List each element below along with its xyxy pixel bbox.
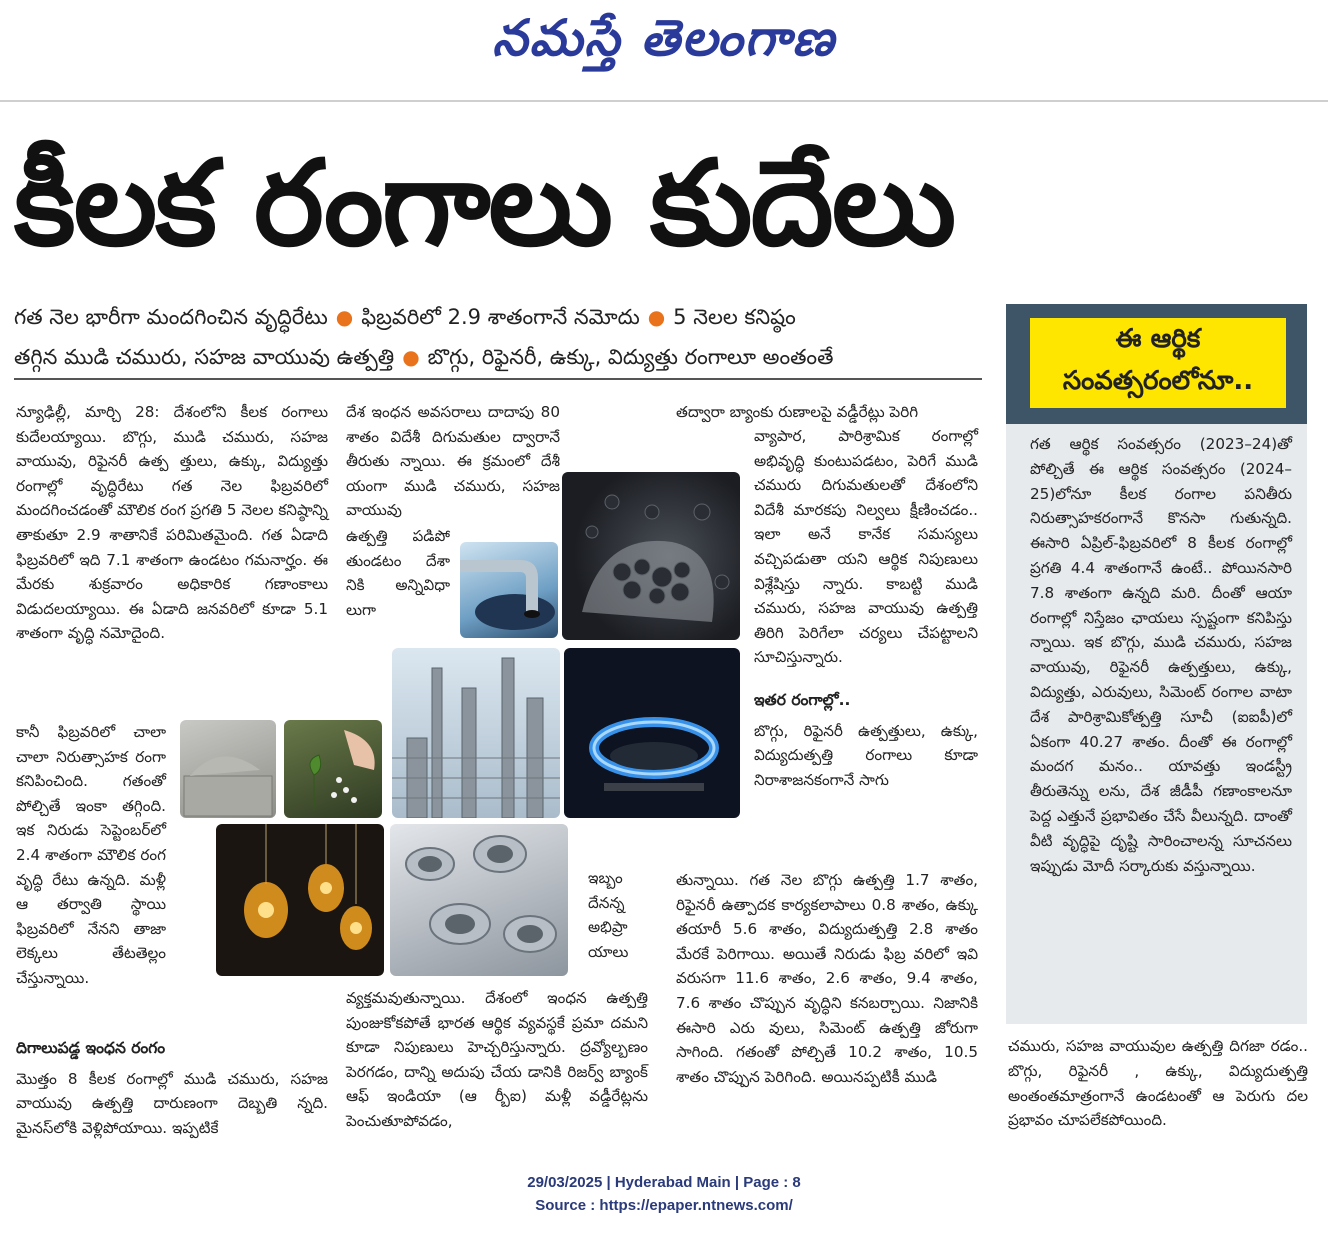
oil-pipe-illustration [460,542,558,638]
deck-item: గత నెల భారీగా మందగించిన వృద్ధిరేటు [14,305,328,329]
coal-photo [562,472,740,640]
subheading: ఇతర రంగాల్లో.. [754,690,851,709]
sidebar-title-line: ఈ ఆర్థిక [1115,324,1201,354]
article-text: తద్వారా బ్యాంకు రుణాలపై వడ్డీరేట్లు పెరిగి [676,403,919,421]
deck-item: తగ్గిన ముడి చమురు, సహజ వాయువు ఉత్పత్తి [14,345,395,369]
bulbs-photo [216,824,384,976]
masthead: నమస్తే తెలంగాణ [492,8,836,67]
deck-rule [14,378,982,380]
fertilizer-photo [284,720,382,818]
footer-date-page: 29/03/2025 | Hyderabad Main | Page : 8 [527,1174,801,1191]
deck-item: ఫిబ్రవరిలో 2.9 శాతంగానే నమోదు [361,305,640,329]
deck-line-1 [14,300,984,334]
deck-line-2 [14,340,984,374]
article-col3-mid [754,424,978,792]
sidebar-body: గత ఆర్థిక సంవత్సరం (2023–24)తో పోల్చితే ఈ ఆర్థిక సంవత్సరం (2024–25)లోనూ కీలక రంగాల పనితీరు నిరుత్సాహకరంగానే కొనసా గుతున్నది. ఈసారి ఏప్రిల్-ఫిబ్రవరిలో 8 కీలక రంగాల్లో ప్రగతి 4.4 శాతంగానే ఉంటే.. పోయినసారి 7.8 శాతంగా ఉన్నది మరి. దీంతో ఆయా రంగాల్లో నిస్తేజం ఛాయలు స్పష్టంగా కనిపిస్తు న్నాయి. ఇక బొగ్గు, ముడి చమురు, సహజ వాయువు, రిఫైనరీ ఉత్పత్తులు, ఉక్కు, విద్యుత్తు, ఎరువులు, సిమెంట్ రంగాల వాటా దేశ పారిశ్రామికోత్పత్తి సూచీ (ఐఐపీ)లో ఏకంగా 40.27 శాతం. దీంతో ఈ రంగాల్లో మందగ మనం.. యావత్తు ఇండస్ట్రీ తీరుతెన్ను లను, దేశ జీడీపీ గణాంకాలనూ పెద్ద ఎత్తునే ప్రభావితం చేసే వీలున్నది. దాంతో వీటి వృద్ధిపై దృష్టి సారించాలన్న సూచనలు ఇప్పుడు మోదీ సర్కారుకు వస్తున్నాయి. [1030,435,1292,875]
article-text: ఇబ్బం దేనన్న అభిప్రా యాలు [588,869,629,961]
bullet-icon: ● [647,305,666,329]
deck-item: 5 నెలల కనిష్ఠం [673,305,796,329]
article-text: వ్యాపార, పారిశ్రామిక రంగాల్లో అభివృద్ధి కుంటుపడటం, పెరిగే ముడి చమురు దిగుమతులతో దేశంలోని విదేశీ మారకపు నిల్వలు క్షీణించడం.. ఇలా అనే కానేక సమస్యలు వచ్చిపడుతా యని ఆర్థిక నిపుణులు విశ్లేషిస్తు న్నారు. కాబట్టి ముడి చమురు, సహజ వాయువు ఉత్పత్తి తిరిగి పెరిగేలా చర్యలు చేపట్టాలని సూచిస్తున్నారు. [754,427,978,667]
gas-flame-illustration [564,648,740,818]
footer-source: Source : https://epaper.ntnews.com/ [535,1197,793,1214]
article-col3-top [676,400,978,425]
article-col1-narrow [16,720,166,991]
fertilizer-illustration [284,720,382,818]
article-text: బొగ్గు, రిఫైనరీ ఉత్పత్తులు, ఉక్కు, విద్యుదుత్పత్తి రంగాలు కూడా నిరాశాజనకంగానే సాగు [754,721,978,789]
bullet-icon: ● [335,305,354,329]
cement-photo [180,720,276,818]
refinery-illustration [392,648,560,818]
cement-illustration [180,720,276,818]
deck-item: బొగ్గు, రిఫైనరీ, ఉక్కు, విద్యుత్తు రంగాలూ అంతంతే [427,345,834,369]
light-bulbs-illustration [216,824,384,976]
sidebar-title [1030,318,1286,408]
article-text: కానీ ఫిబ్రవరిలో చాలా చాలా నిరుత్సాహక రంగా కనిపించింది. గతంతో పోల్చితే ఇంకా తగ్గింది. ఇక నిరుడు సెప్టెంబర్‌లో 2.4 శాతంగా మౌలిక రంగ వృద్ధి రేటు ఉన్నది. మళ్లీ ఆ తర్వాతి స్థాయి ఫిబ్రవరిలో నేనని తాజా లెక్కలు తేటతెల్లం చేస్తున్నాయి. [16,723,166,987]
oil-pipe-photo [460,542,558,638]
article-text: న్యూఢిల్లీ, మార్చి 28: దేశంలోని కీలక రంగాలు కుదేలయ్యాయి. బొగ్గు, ముడి చమురు, సహజ వాయువు, రిఫైనరీ ఉత్ప త్తులు, ఉక్కు, విద్యుత్తు రంగాల్లో వృద్ధిరేటు గత నెల ఫిబ్రవరిలో మందగించడంతో మౌలిక రంగ ప్రగతి 5 నెలల కనిష్ఠాన్ని తాకుతూ 2.9 శాతానికే పరిమితమైంది. గత ఏడాది ఫిబ్రవరిలో ఇది 7.1 శాతంగా ఉండటం గమనార్హం. ఈ మేరకు శుక్రవారం అధికారిక గణాంకాలు విడుదలయ్యాయి. ఈ ఏడాది జనవరిలో కూడా 5.1 శాతంగా వృద్ధి నమోదైంది. [16,403,328,643]
article-col2-bottom [346,986,648,1134]
steel-pipes-illustration [390,824,568,976]
article-text: ఉత్పత్తి పడిపో తుండటం దేశా నికి అన్నివిధా లుగా [346,527,450,619]
sidebar-title-line: సంవత్సరంలోనూ.. [1062,366,1254,396]
gas-flame-photo [564,648,740,818]
sidebar-after-text: చమురు, సహజ వాయువుల ఉత్పత్తి దిగజా రడం.. బొగ్గు, రిఫైనరీ , ఉక్కు, విద్యుదుత్పత్తి అంతంతమాత్రంగానే ఉండటంతో ఆ పెరుగు దల ప్రభావం చూపలేకపోయింది. [1008,1037,1308,1130]
bullet-icon: ● [402,345,420,369]
subheading: దిగాలుపడ్డ ఇంధన రంగం [16,1039,166,1057]
article-text: దేశ ఇంధన అవసరాలు దాదాపు 80 శాతం విదేశీ దిగుమతుల ద్వారానే తీరుతు న్నాయి. ఈ క్రమంలో దేశీ యంగా ముడి చమురు, సహజ వాయువు [346,403,560,520]
article-text: వ్యక్తమవుతున్నాయి. దేశంలో ఇంధన ఉత్పత్తి పుంజుకోకపోతే భారత ఆర్థిక వ్యవస్థకే ప్రమా దమని కూడా నిపుణులు హెచ్చరిస్తున్నారు. ద్రవ్యోల్బణం పెరగడం, దాన్ని అదుపు చేయ డానికి రిజర్వ్ బ్యాంక్ ఆఫ్ ఇండియా (ఆ ర్బీఐ) మళ్లీ వడ్డీరేట్లను పెంచుతూపోవడం, [346,989,648,1130]
article-text: తున్నాయి. గత నెల బొగ్గు ఉత్పత్తి 1.7 శాతం, రిఫైనరీ ఉత్పాదక కార్యకలాపాలు 0.8 శాతం, ఉక్కు తయారీ 5.6 శాతం, విద్యుదుత్పత్తి 2.8 శాతం మేరకే పెరిగాయి. అయితే నిరుడు ఫిబ్ర వరిలో ఇవి వరుసగా 11.6 శాతం, 2.6 శాతం, 9.4 శాతం, 7.6 శాతం చొప్పున వృద్ధిని కనబర్చాయి. నిజానికి ఈసారి ఎరు వులు, సిమెంట్ ఉత్పత్తి జోరుగా సాగింది. గతంతో పోల్చితే 10.2 శాతం, 10.5 శాతం చొప్పున పెరిగింది. అయినప్పటికీ ముడి [676,871,978,1086]
photo-collage [180,468,740,980]
article-col1-bottom [16,1024,328,1140]
article-text: మొత్తం 8 కీలక రంగాల్లో ముడి చమురు, సహజ వాయువు ఉత్పత్తి దారుణంగా దెబ్బతి న్నది. మైనస్‌లోకి వెళ్లిపోయాయి. ఇప్పటికే [16,1069,328,1137]
refinery-photo [392,648,560,818]
headline: కీలక రంగాలు కుదేలు [14,134,955,272]
masthead-rule [0,100,1328,102]
steel-photo [390,824,568,976]
coal-illustration [562,472,740,640]
